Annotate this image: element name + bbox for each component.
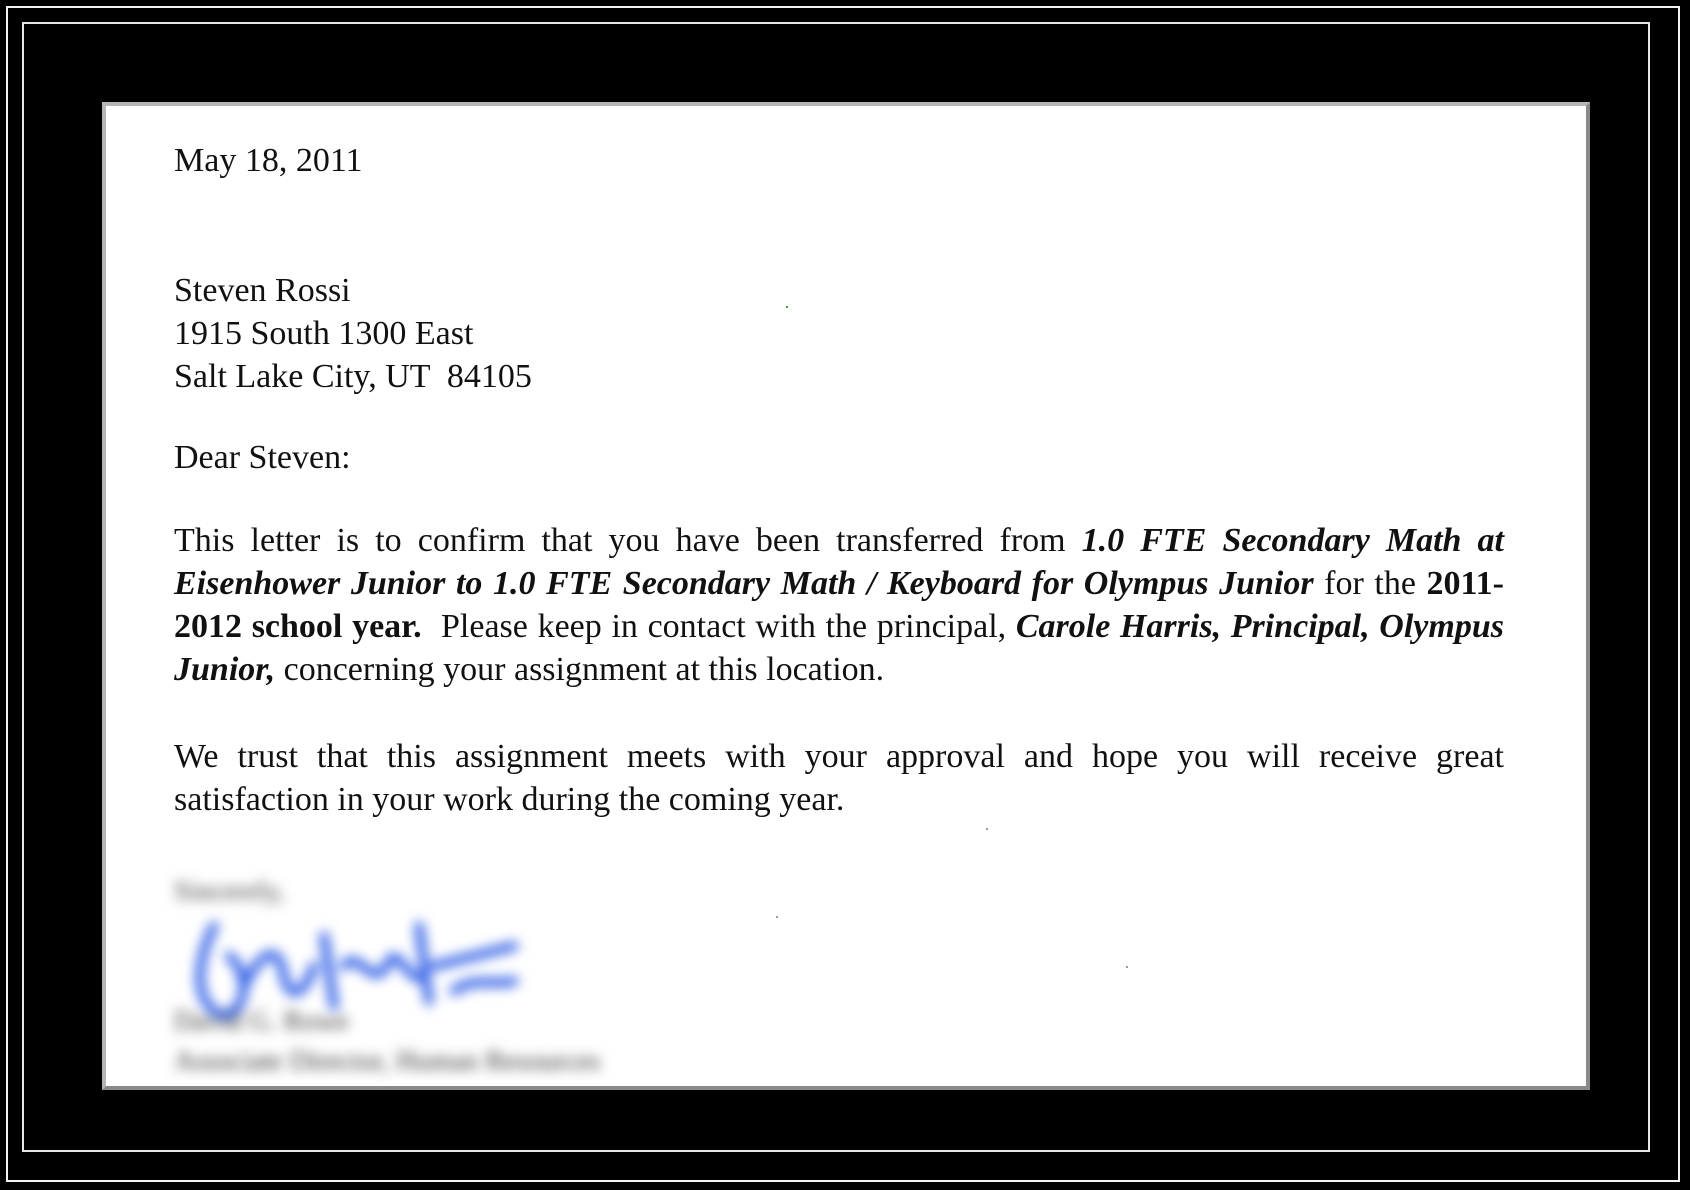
- scan-speck: [776, 916, 778, 918]
- principal-name: Carole Harris, Principal, Olympus Junior,: [174, 608, 1504, 688]
- salutation: Dear Steven:: [174, 439, 351, 476]
- letter-date: May 18, 2011: [174, 142, 363, 179]
- signer-name: David G. Rowe: [174, 1006, 349, 1037]
- paragraph1-closing: concerning your assignment at this location.: [275, 651, 885, 688]
- signature-block-blurred: [164, 866, 804, 1086]
- scan-speck: [786, 306, 788, 308]
- scan-speck: [986, 828, 988, 830]
- paragraph1-intro: This letter is to confirm that you have been transferred from: [174, 522, 1082, 559]
- letter-page: [102, 102, 1590, 1090]
- body-paragraph-transfer: [174, 519, 1504, 691]
- body-paragraph-approval: We trust that this assignment meets with your approval and hope you will receive great satisfaction in your work during the coming year.: [174, 738, 1504, 818]
- paragraph1-for-the: for the: [1313, 565, 1427, 602]
- recipient-address-block: [174, 269, 532, 398]
- scan-speck: [1126, 966, 1128, 968]
- transfer-detail: 1.0 FTE Secondary Math at Eisenhower Junior to 1.0 FTE Secondary Math / Keyboard for Olympus Junior: [174, 522, 1504, 602]
- recipient-address-line1: 1915 South 1300 East: [174, 315, 474, 352]
- signature-closing: Sincerely,: [174, 876, 285, 907]
- recipient-address-line2: Salt Lake City, UT 84105: [174, 358, 532, 395]
- recipient-name: Steven Rossi: [174, 272, 351, 309]
- signer-title: Associate Director, Human Resources: [174, 1046, 601, 1077]
- paragraph1-contact: Please keep in contact with the principal,: [421, 608, 1016, 645]
- school-year: 2011-2012 school year.: [174, 565, 1504, 645]
